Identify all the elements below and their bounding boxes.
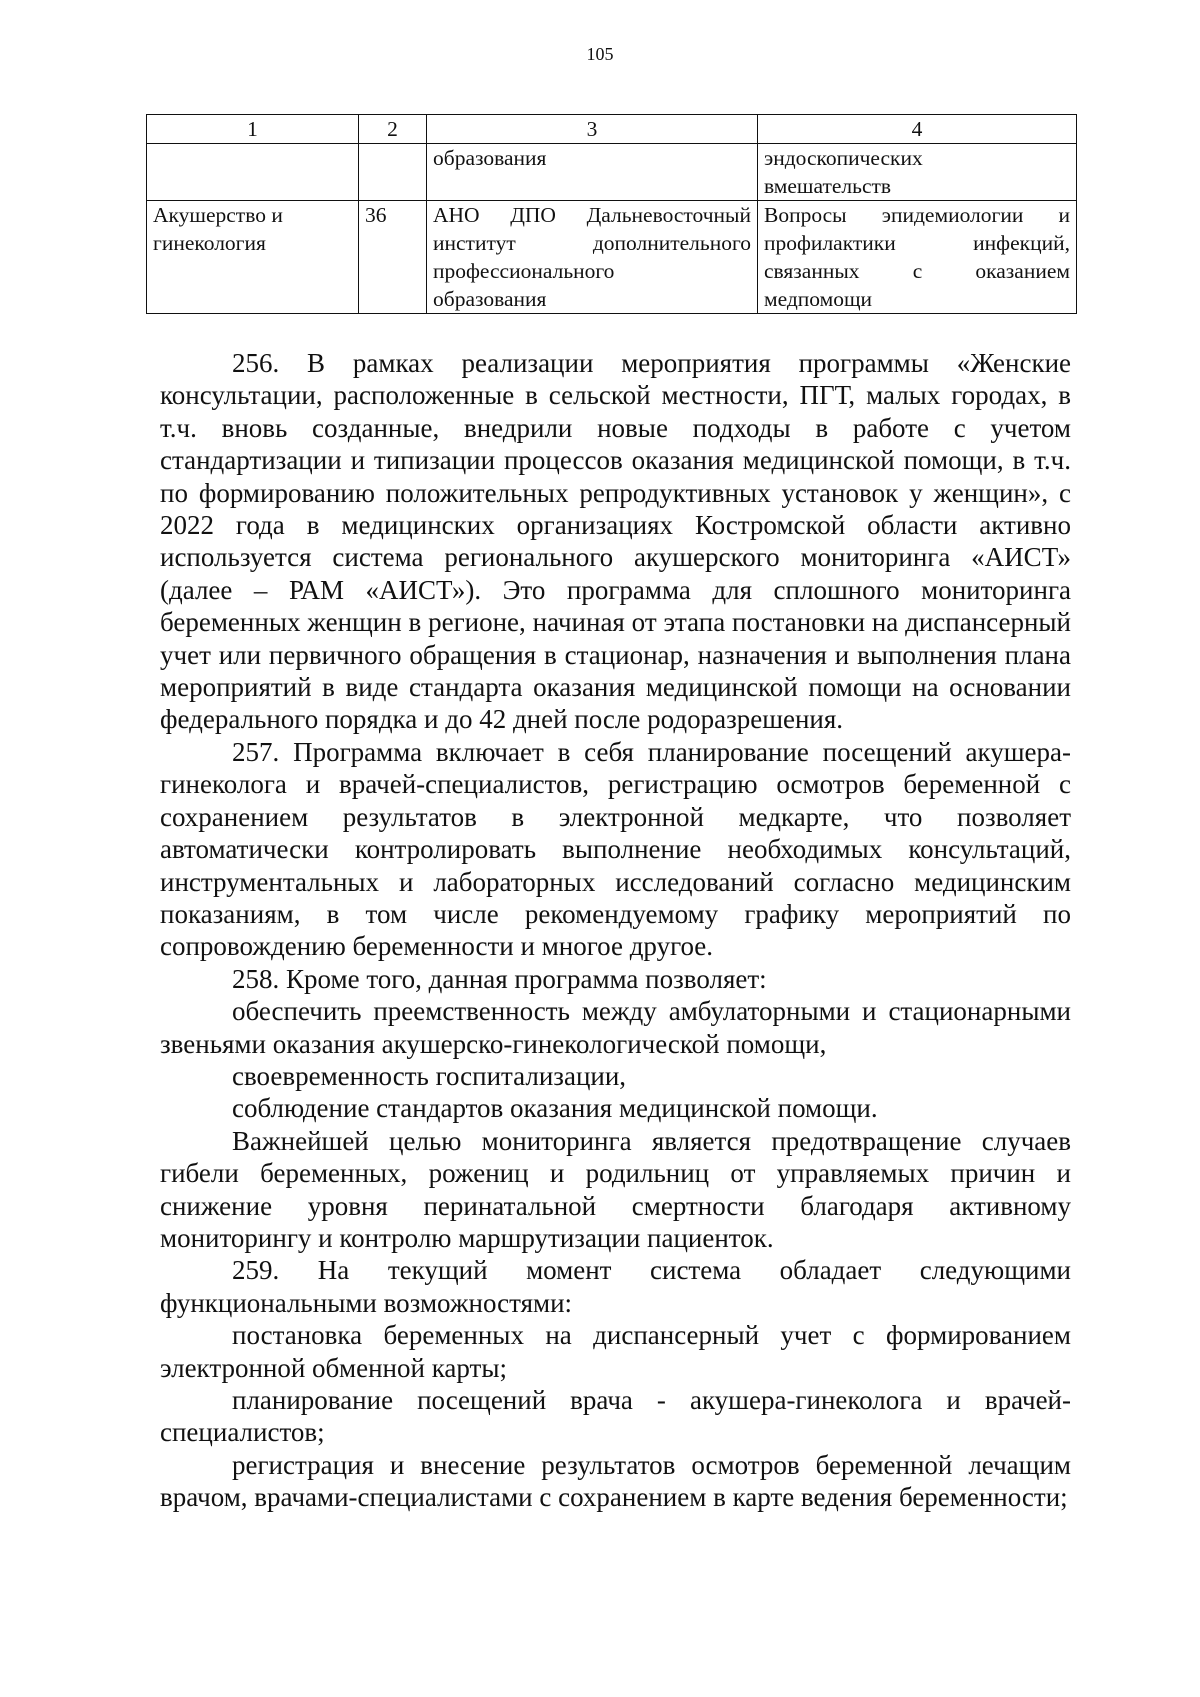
list-item: обеспечить преемственность между амбулаторными и стационарными звеньями оказания акушерско-гинекологической помощи,	[160, 996, 1071, 1059]
cell-hours: 36	[359, 201, 427, 314]
column-number: 2	[359, 115, 427, 144]
column-number: 3	[427, 115, 758, 144]
paragraph-258: 258. Кроме того, данная программа позволяет:	[232, 963, 767, 994]
courses-table-continuation	[146, 114, 1077, 314]
cell-hours	[359, 144, 427, 201]
paragraph-256: 256. В рамках реализации мероприятия программы «Женские консультации, расположенные в сельской местности, ПГТ, малых городах, в т.ч. вновь созданные, внедрили новые подходы в работе с учетом стандартизации и типизации процессов оказания медицинской помощи, в т.ч. по формированию положительных репродуктивных установок у женщин», с 2022 года в медицинских организациях Костромской области активно используется система регионального акушерского мониторинга «АИСТ» (далее – РАМ «АИСТ»). Это программа для сплошного мониторинга беременных женщин в регионе, начиная от этапа постановки на диспансерный учет или первичного обращения в стационар, назначения и выполнения плана мероприятий в виде стандарта оказания медицинской помощи на основании федерального порядка и до 42 дней после родоразрешения.	[160, 348, 1071, 735]
cell-line: связанных с оказанием	[764, 259, 1070, 283]
cell-organization	[427, 201, 758, 314]
table-header-row	[147, 115, 1077, 144]
cell-line: образования	[433, 287, 547, 311]
list-item: планирование посещений врача - акушера-гинеколога и врачей-специалистов;	[160, 1385, 1071, 1448]
cell-specialty	[147, 144, 359, 201]
paragraph-257: 257. Программа включает в себя планирование посещений акушера-гинеколога и врачей-специалистов, регистрацию осмотров беременной с сохранением результатов в электронной медкарте, что позволяет автоматически контролировать выполнение необходимых консультаций, инструментальных и лабораторных исследований согласно медицинским показаниям, в том числе рекомендуемому графику мероприятий по сопровождению беременности и многое другое.	[160, 736, 1071, 962]
paragraph-goal: Важнейшей целью мониторинга является предотвращение случаев гибели беременных, рожениц и родильниц от управляемых причин и снижение уровня перинатальной смертности благодаря активному мониторингу и контролю маршрутизации пациенток.	[160, 1125, 1071, 1253]
column-number: 4	[758, 115, 1077, 144]
column-number: 1	[147, 115, 359, 144]
cell-line: профилактики инфекций,	[764, 231, 1070, 255]
table-row	[147, 144, 1077, 201]
cell-line: Акушерство и	[153, 203, 283, 227]
cell-line: вмешательств	[764, 174, 892, 198]
cell-line: профессионального	[433, 259, 615, 283]
table-row	[147, 201, 1077, 314]
page-number: 105	[586, 44, 614, 64]
cell-line: Вопросы эпидемиологии и	[764, 203, 1070, 227]
cell-line: медпомощи	[764, 287, 873, 311]
cell-organization: образования	[427, 144, 758, 201]
cell-topic	[758, 144, 1077, 201]
cell-line: эндоскопических	[764, 146, 923, 170]
list-item: своевременность госпитализации,	[232, 1060, 627, 1091]
cell-topic	[758, 201, 1077, 314]
list-item: постановка беременных на диспансерный учет с формированием электронной обменной карты;	[160, 1320, 1071, 1383]
list-item: регистрация и внесение результатов осмотров беременной лечащим врачом, врачами-специалистами с сохранением в карте ведения беременности;	[160, 1449, 1071, 1513]
document-body	[160, 347, 1071, 1514]
list-item: соблюдение стандартов оказания медицинской помощи.	[232, 1093, 878, 1124]
cell-line: институт дополнительного	[433, 231, 751, 255]
cell-line: гинекология	[153, 231, 266, 255]
cell-line: АНО ДПО Дальневосточный	[433, 203, 751, 227]
cell-specialty	[147, 201, 359, 314]
paragraph-259: 259. На текущий момент система обладает следующими функциональными возможностями:	[160, 1255, 1071, 1318]
